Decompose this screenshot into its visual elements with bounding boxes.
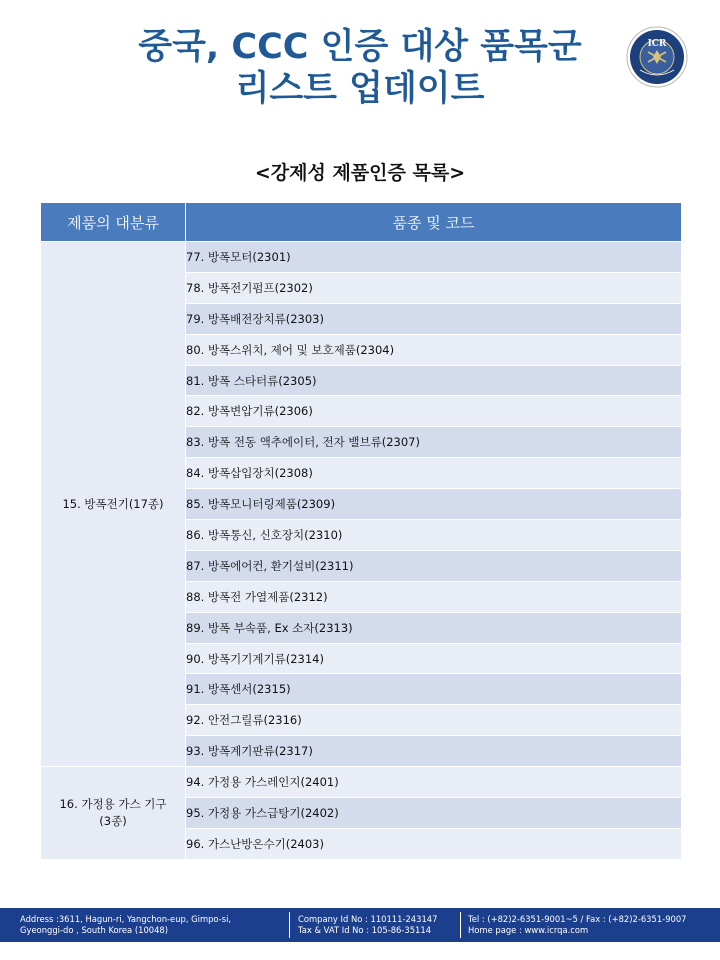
footer-divider [460, 912, 461, 938]
item-cell: 91. 방폭센서(2315) [186, 674, 682, 705]
item-cell: 92. 안전그릴류(2316) [186, 705, 682, 736]
logo-text: ICR [647, 39, 667, 49]
footer-website-link[interactable]: Home page : www.icrqa.com [468, 925, 589, 935]
title-line-2: 리스트 업데이트 [235, 69, 485, 109]
title-line-1: 중국, CCC 인증 대상 품목군 [138, 27, 582, 67]
category-label: 16. 가정용 가스 기구 [59, 796, 167, 811]
item-cell: 86. 방폭통신, 신호장치(2310) [186, 520, 682, 551]
item-cell: 78. 방폭전기펌프(2302) [186, 272, 682, 303]
item-cell: 88. 방폭전 가열제품(2312) [186, 581, 682, 612]
category-cell [41, 242, 186, 767]
footer-address-line-2: Gyeonggi-do , South Korea (10048) [20, 925, 169, 935]
footer-company-line-2: Tax & VAT Id No : 105-86-35114 [298, 925, 432, 935]
item-cell: 93. 방폭계기판류(2317) [186, 736, 682, 767]
item-cell: 84. 방폭삽입장치(2308) [186, 458, 682, 489]
category-sublabel: (3종) [99, 813, 127, 828]
footer-contact-line-1: Tel : (+82)2-6351-9001~5 / Fax : (+82)2-6351-9007 [468, 914, 687, 924]
header-items: 품종 및 코드 [186, 203, 682, 242]
item-cell: 96. 가스난방온수기(2403) [186, 828, 682, 859]
item-cell: 95. 가정용 가스급탕기(2402) [186, 798, 682, 829]
table-header-row [41, 203, 682, 242]
footer-address [20, 914, 231, 936]
category-cell [41, 767, 186, 860]
item-cell: 79. 방폭배전장치류(2303) [186, 303, 682, 334]
item-cell: 94. 가정용 가스레인지(2401) [186, 767, 682, 798]
header-category: 제품의 대분류 [41, 203, 186, 242]
footer [0, 908, 720, 942]
table-row [41, 242, 682, 273]
product-table [40, 202, 682, 860]
item-cell: 80. 방폭스위치, 제어 및 보호제품(2304) [186, 334, 682, 365]
category-label: 15. 방폭전기(17종) [62, 496, 164, 511]
item-cell: 89. 방폭 부속품, Ex 소자(2313) [186, 612, 682, 643]
page-title [0, 26, 720, 110]
footer-company-line-1: Company Id No : 110111-243147 [298, 914, 438, 924]
footer-company [298, 914, 437, 936]
table-row [41, 767, 682, 798]
item-cell: 81. 방폭 스타터류(2305) [186, 365, 682, 396]
item-cell: 90. 방폭기기계기류(2314) [186, 643, 682, 674]
icr-logo-icon [626, 26, 688, 88]
item-cell: 85. 방폭모니터링제품(2309) [186, 489, 682, 520]
item-cell: 87. 방폭에어컨, 환기설비(2311) [186, 550, 682, 581]
item-cell: 77. 방폭모터(2301) [186, 242, 682, 273]
footer-address-line-1: Address :3611, Hagun-ri, Yangchon-eup, Gimpo-si, [20, 914, 232, 924]
item-cell: 83. 방폭 전동 액추에이터, 전자 밸브류(2307) [186, 427, 682, 458]
item-cell: 82. 방폭변압기류(2306) [186, 396, 682, 427]
footer-divider [289, 912, 290, 938]
subtitle: <강제성 제품인증 목록> [254, 162, 466, 184]
footer-contact [468, 914, 687, 936]
